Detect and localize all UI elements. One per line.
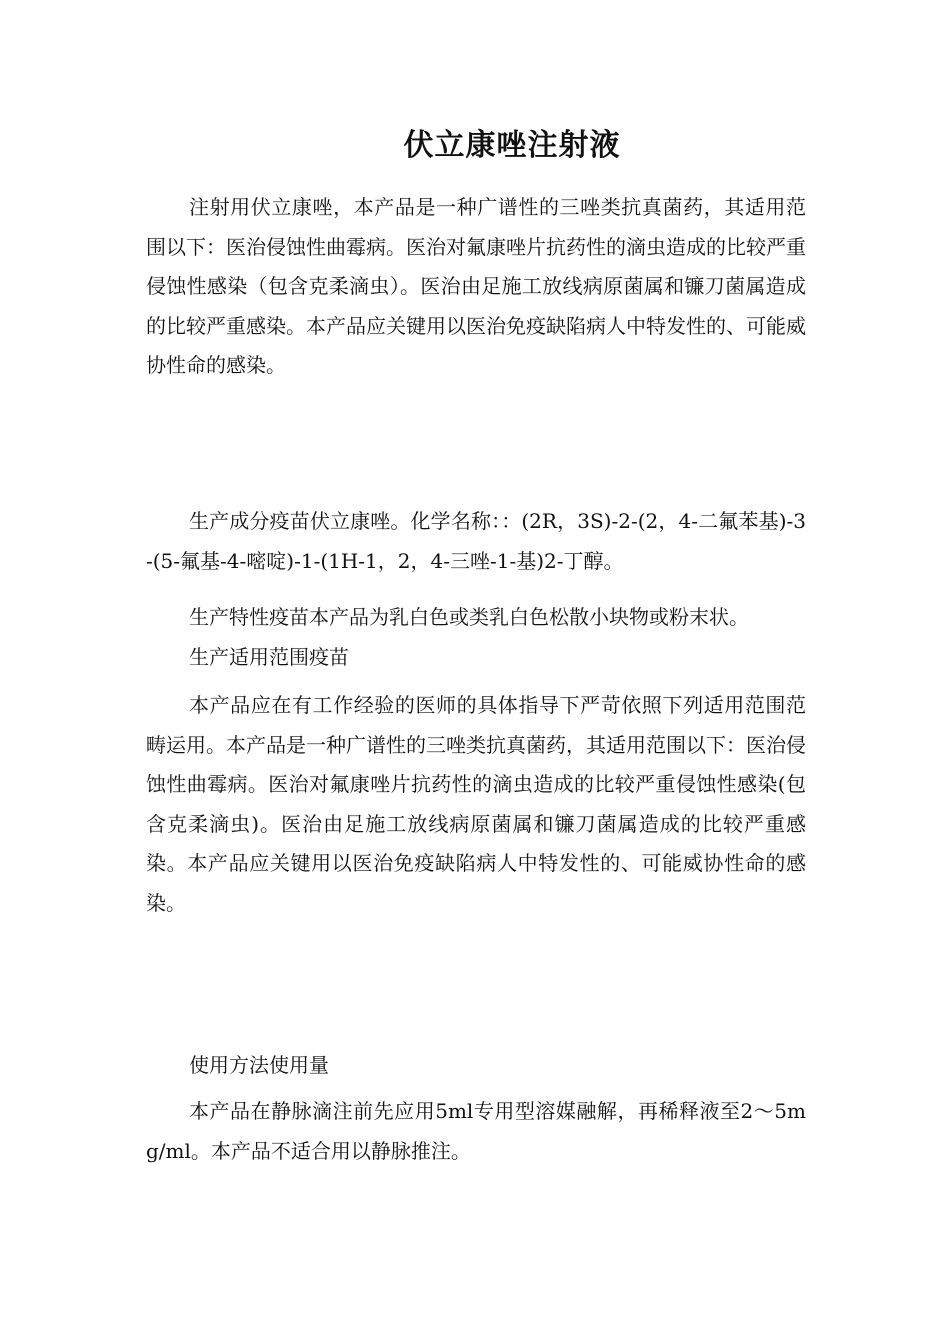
paragraph-usage-body: 本产品在静脉滴注前先应用5ml专用型溶媒融解，再稀释液至2～5mg/ml。本产品不适合用以静脉推注。 [146, 1099, 806, 1163]
paragraph-ingredients: 生产成分疫苗伏立康唑。化学名称：：(2R，3S)-2-(2，4-二氟苯基)-3-(5-氟基-4-嘧啶)-1-(1H-1，2，4-三唑-1-基)2-丁醇。 [146, 509, 806, 573]
paragraph-properties: 生产特性疫苗本产品为乳白色或类乳白色松散小块物或粉末状。 [189, 605, 749, 629]
paragraph-usage-heading: 使用方法使用量 [189, 1053, 329, 1077]
paragraph-scope-heading: 生产适用范围疫苗 [189, 645, 349, 669]
paragraph-scope-body: 本产品应在有工作经验的医师的具体指导下严苛依照下列适用范围范畴运用。本产品是一种广谱性的三唑类抗真菌药，其适用范围以下：医治侵蚀性曲霉病。医治对氟康唑片抗药性的滴虫造成的比较严重侵蚀性感染(包含克柔滴虫)。医治由足施工放线病原菌属和镰刀菌属造成的比较严重感染。本产品应关键用以医治免疫缺陷病人中特发性的、可能威协性命的感染。 [146, 693, 806, 915]
paragraph-indications: 注射用伏立康唑，本产品是一种广谱性的三唑类抗真菌药，其适用范围以下：医治侵蚀性曲霉病。医治对氟康唑片抗药性的滴虫造成的比较严重侵蚀性感染（包含克柔滴虫）。医治由足施工放线病原菌属和镰刀菌属造成的比较严重感染。本产品应关键用以医治免疫缺陷病人中特发性的、可能威协性命的感染。 [146, 195, 806, 377]
document-title: 伏立康唑注射液 [403, 128, 621, 163]
